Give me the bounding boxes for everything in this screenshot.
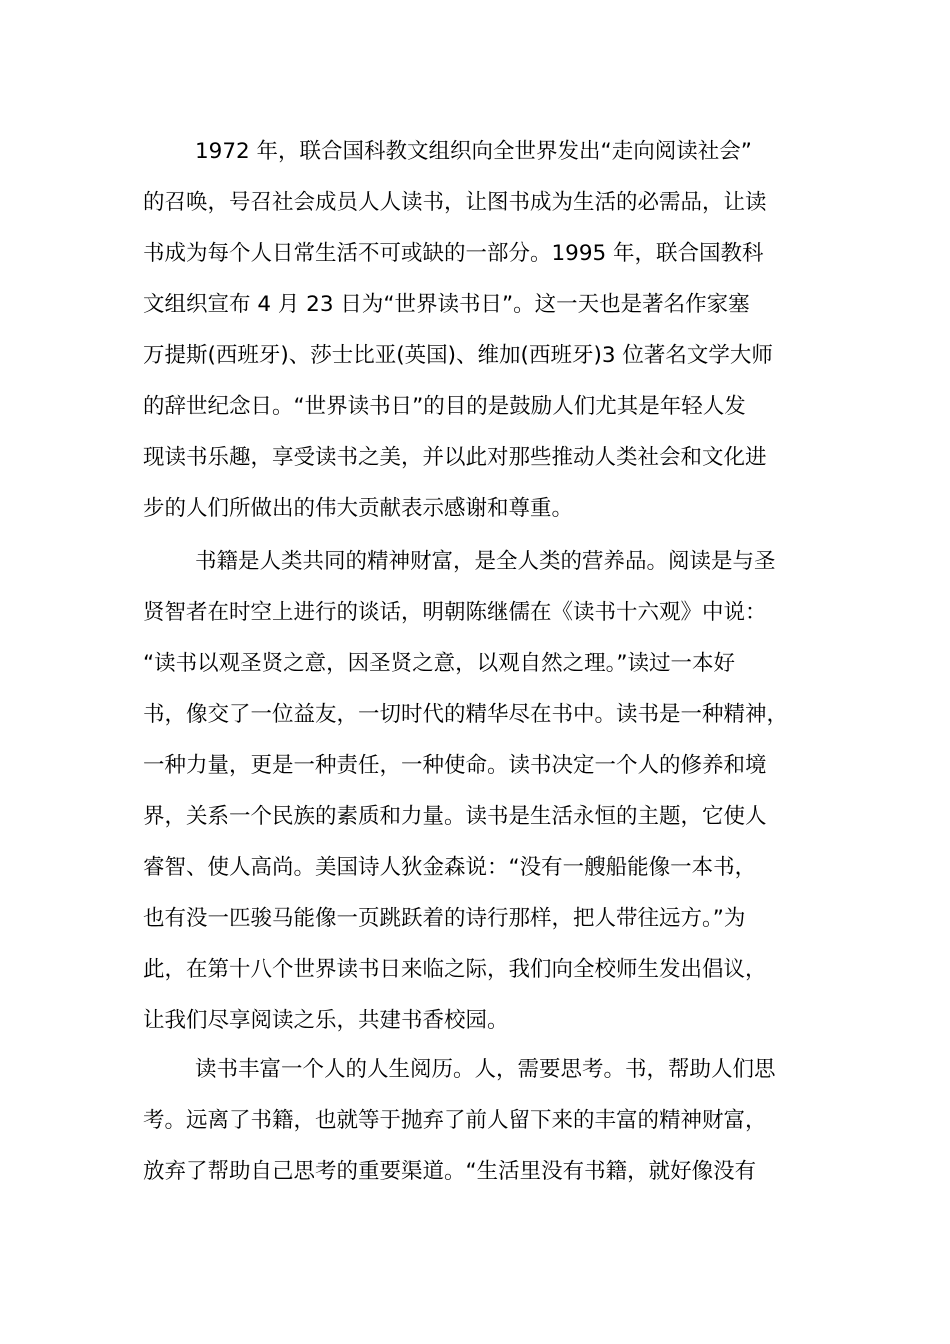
paragraph-line: 书成为每个人日常生活不可或缺的一部分。1995 年，联合国教科 bbox=[143, 241, 764, 266]
paragraph-2 bbox=[143, 536, 803, 1046]
paragraph-line: 的辞世纪念日。“世界读书日”的目的是鼓励人们尤其是年轻人发 bbox=[143, 394, 746, 419]
paragraph-3 bbox=[143, 1044, 803, 1197]
paragraph-line: 1972 年，联合国科教文组织向全世界发出“走向阅读社会” bbox=[195, 139, 752, 164]
paragraph-line: 步的人们所做出的伟大贡献表示感谢和尊重。 bbox=[143, 496, 574, 521]
paragraph-line: 书，像交了一位益友，一切时代的精华尽在书中。读书是一种精神， bbox=[143, 702, 789, 727]
paragraph-line: 贤智者在时空上进行的谈话，明朝陈继儒在《读书十六观》中说： bbox=[143, 600, 767, 625]
paragraph-line: 的召唤，号召社会成员人人读书，让图书成为生活的必需品，让读 bbox=[143, 190, 767, 215]
paragraph-1 bbox=[143, 126, 803, 534]
paragraph-line: 此，在第十八个世界读书日来临之际，我们向全校师生发出倡议， bbox=[143, 957, 767, 982]
paragraph-line: 睿智、使人高尚。美国诗人狄金森说：“没有一艘船能像一本书， bbox=[143, 855, 757, 880]
paragraph-line: 界，关系一个民族的素质和力量。读书是生活永恒的主题，它使人 bbox=[143, 804, 767, 829]
paragraph-line: 文组织宣布 4 月 23 日为“世界读书日”。这一天也是著名作家塞 bbox=[143, 292, 750, 317]
paragraph-line: 考。远离了书籍，也就等于抛弃了前人留下来的丰富的精神财富， bbox=[143, 1108, 767, 1133]
paragraph-line: 一种力量，更是一种责任，一种使命。读书决定一个人的修养和境 bbox=[143, 753, 767, 778]
paragraph-line: 让我们尽享阅读之乐，共建书香校园。 bbox=[143, 1008, 509, 1033]
paragraph-line: 万提斯(西班牙)、莎士比亚(英国)、维加(西班牙)3 位著名文学大师 bbox=[143, 343, 773, 368]
paragraph-line: 也有没一匹骏马能像一页跳跃着的诗行那样，把人带往远方。”为 bbox=[143, 906, 746, 931]
paragraph-line: 书籍是人类共同的精神财富，是全人类的营养品。阅读是与圣 bbox=[195, 549, 776, 574]
paragraph-line: “读书以观圣贤之意，因圣贤之意，以观自然之理。”读过一本好 bbox=[143, 651, 736, 676]
paragraph-line: 放弃了帮助自己思考的重要渠道。“生活里没有书籍，就好像没有 bbox=[143, 1159, 757, 1184]
paragraph-line: 现读书乐趣，享受读书之美，并以此对那些推动人类社会和文化进 bbox=[143, 445, 767, 470]
paragraph-line: 读书丰富一个人的人生阅历。人，需要思考。书，帮助人们思 bbox=[195, 1057, 776, 1082]
